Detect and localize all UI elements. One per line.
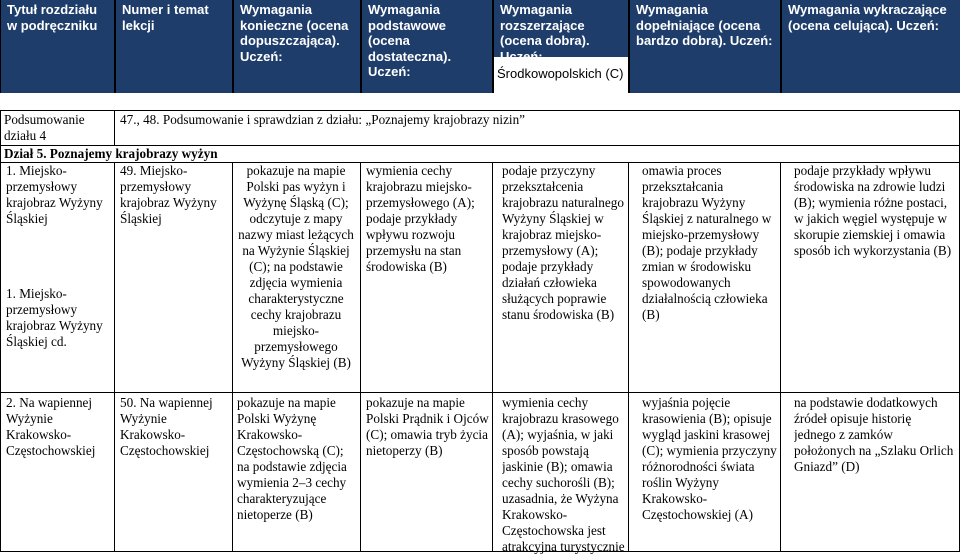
header-lesson: Numer i temat lekcji [116, 0, 232, 93]
row1-dopelniajace: omawia proces przekształcania krajobrazu Wyżyny Śląskiej z naturalnego w miejsko-przemysłowy (B); podaje przykłady zmian w środowisku spowodowanych działalnością człowieka (B) [642, 163, 772, 322]
grid-line [0, 392, 960, 393]
section-title: Dział 5. Poznajemy krajobrazy wyżyn [4, 146, 218, 161]
grid-line [628, 162, 629, 552]
summary-title: Podsumowanie działu 4 [4, 112, 85, 143]
header-wykraczajace: Wymagania wykraczające (ocena celująca). Uczeń: [782, 0, 960, 93]
header-extra-text: Środkowopolskich (C) [497, 66, 624, 81]
grid-line [114, 110, 115, 146]
row2-podstawowe: pokazuje na mapie Polski Prądnik i Ojców (C); omawia tryb życia nietoperzy (B) [366, 395, 489, 458]
row2-lesson: 50. Na wapiennej Wyżynie Krakowsko-Częstochowskiej [120, 395, 213, 458]
row1-podstawowe: wymienia cechy krajobrazu miejsko-przemysłowego (A); podaje przykłady wpływu rozwoju przemysłu na stan środowiska (B) [366, 163, 475, 274]
row1-chapter: 1. Miejsko-przemysłowy krajobraz Wyżyny Śląskiej [6, 163, 103, 226]
grid-line [492, 162, 493, 552]
header-dopelniajace: Wymagania dopełniające (ocena bardzo dobra). Uczeń: [630, 0, 780, 93]
grid-line [780, 162, 781, 552]
grid-line [360, 162, 361, 552]
header-rozszerzajace: Wymagania rozszerzające (ocena dobra). Uczeń: [494, 0, 628, 93]
grid-line [0, 110, 960, 111]
header-gap [0, 93, 960, 110]
row1-chapter-cont: 1. Miejsko-przemysłowy krajobraz Wyżyny Śląskiej cd. [6, 286, 103, 349]
row2-dopelniajace: wyjaśnia pojęcie krasowienia (B); opisuje wygląd jaskini krasowej (C); wymienia przyczyny różnorodności świata roślin Wyżyny Krakowsko-Częstochowskiej (A) [642, 395, 777, 522]
header-konieczne: Wymagania konieczne (ocena dopuszczająca). Uczeń: [234, 0, 360, 93]
row1-lesson: 49. Miejsko-przemysłowy krajobraz Wyżyny Śląskiej [120, 163, 217, 226]
row2-konieczne: pokazuje na mapie Polski Wyżynę Krakowsko-Częstochowską (C); na podstawie zdjęcia wymienia 2–3 cechy charakteryzujące nietoperze (B) [237, 395, 347, 522]
grid-line [0, 110, 1, 552]
row2-wykraczajace: na podstawie dodatkowych źródeł opisuje historię jednego z zamków położonych na „Szlaku Orlich Gniazd” (D) [794, 395, 954, 474]
row2-rozszerzajace: wymienia cechy krajobrazu krasowego (A); wyjaśnia, w jaki sposób powstają jaskinie (B); omawia cechy suchorośli (B); uzasadnia, że Wyżyna Krakowsko-Częstochowska jest atrakcyjna turystycznie [502, 395, 625, 554]
row1-rozszerzajace: podaje przyczyny przekształcenia krajobrazu naturalnego Wyżyny Śląskiej w krajobraz miejsko-przemysłowy (A); podaje przykłady działań człowieka służących poprawie stanu środowiska (B) [502, 163, 624, 322]
row1-wykraczajace: podaje przykłady wpływu środowiska na zdrowie ludzi (B); wymienia różne postaci, w jakich węgiel występuje w skorupie ziemskiej i omawia sposób ich wykorzystania (B) [794, 163, 952, 258]
header-chapter-title: Tytuł rozdziału w podręczniku [1, 0, 114, 93]
table-header [0, 0, 960, 93]
row2-chapter: 2. Na wapiennej Wyżynie Krakowsko-Częstochowskiej [6, 395, 96, 458]
grid-line [114, 162, 115, 552]
header-podstawowe: Wymagania podstawowe (ocena dostateczna). Uczeń: [362, 0, 492, 93]
row1-konieczne: pokazuje na mapie Polski pas wyżyn i Wyżynę Śląską (C); odczytuje z mapy nazwy miast leżących na Wyżynie Śląskiej (C); na podstawie zdjęcia wymienia charakterystyczne cechy krajobrazu miejsko-przemysłowego Wyżyny Śląskiej (B) [238, 163, 354, 370]
grid-line [232, 162, 233, 552]
summary-lesson: 47., 48. Podsumowanie i sprawdzian z działu: „Poznajemy krajobrazy nizin” [120, 112, 526, 127]
